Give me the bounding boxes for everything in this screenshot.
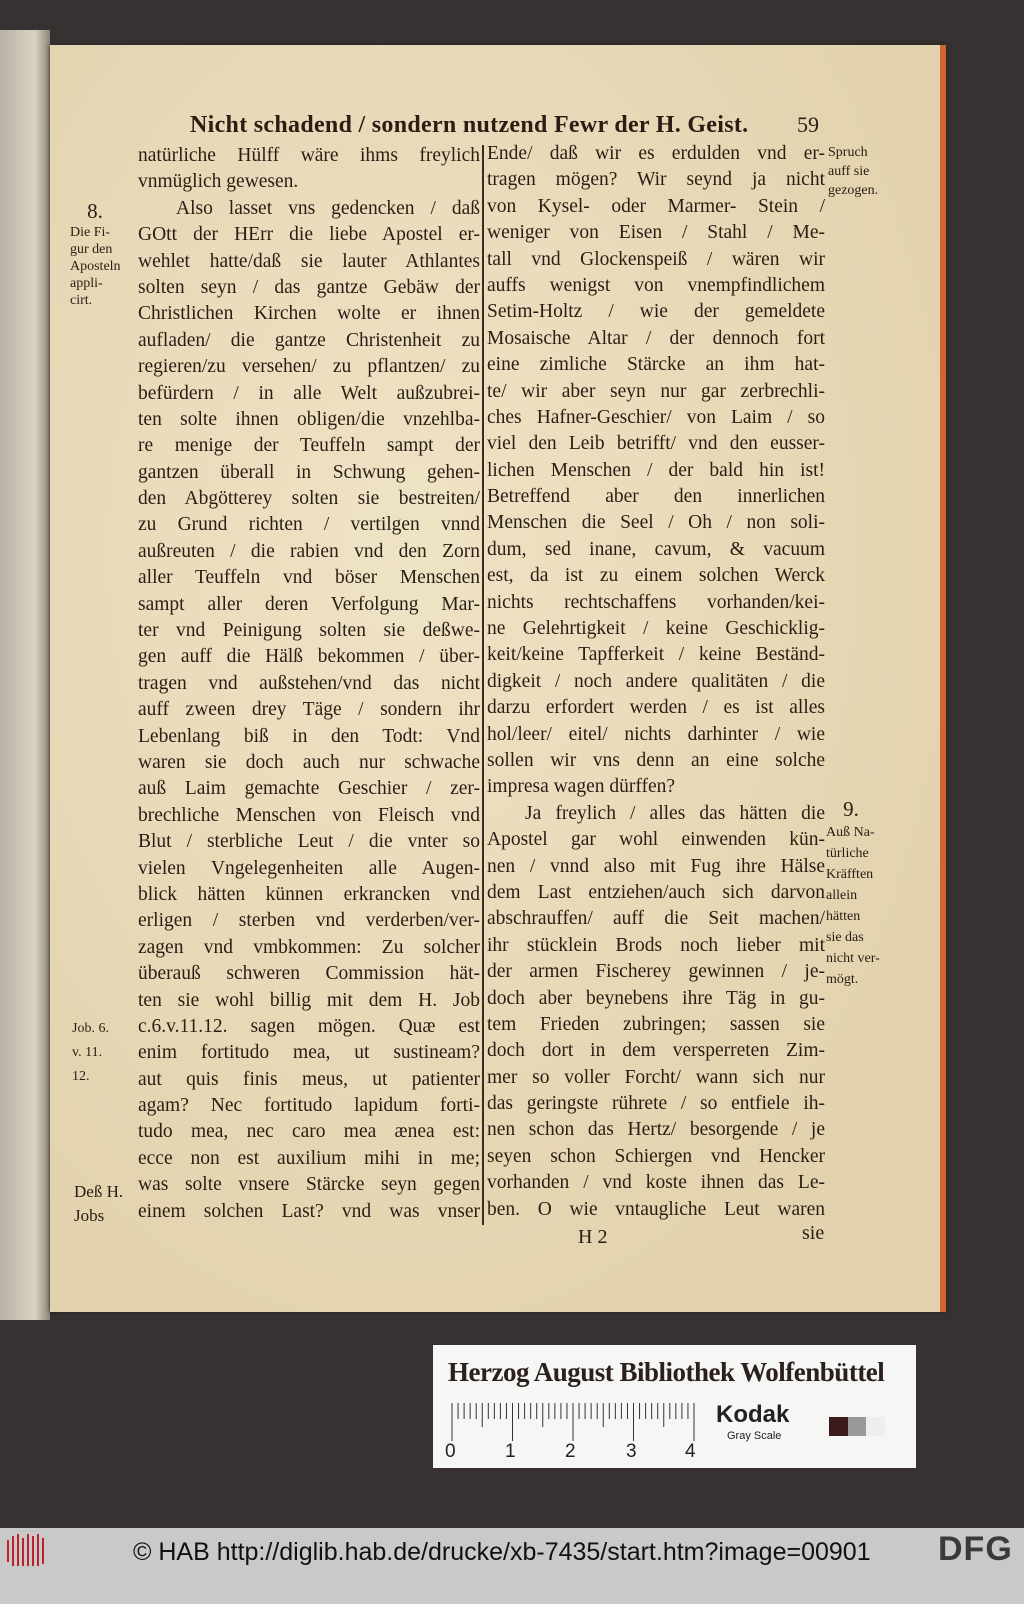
text-line: nen schon das Hertz/ besorgende / je [487, 1119, 825, 1141]
hab-logo-icon [5, 1532, 47, 1568]
scale-3: 3 [626, 1441, 637, 1462]
text-line: seyen schon Schiergen vnd Hencker [487, 1145, 825, 1167]
text-line: dem Last entziehen/auch sich darvon [487, 881, 825, 903]
margin-note-line: Aposteln [70, 259, 121, 274]
margin-note-line: mögt. [826, 972, 859, 987]
text-line: natürliche Hülff wäre ihms freylich [138, 145, 480, 166]
page-number: 59 [797, 112, 819, 137]
text-line: c.6.v.11.12. sagen mögen. Quæ est [138, 1015, 480, 1037]
text-line: tem Frieden zubringen; sassen sie [487, 1013, 825, 1035]
text-line: aufladen/ die gantze Christenheit zu [138, 329, 480, 351]
margin-note-spruch [828, 143, 878, 200]
text-line: das geringste rührete / so entfiele ih- [487, 1093, 825, 1115]
text-line: te/ wir aber seyn nur gar zerbrechli- [487, 380, 825, 402]
scale-1: 1 [505, 1441, 516, 1462]
text-line: vorhanden / vnd koste ihnen das Le- [487, 1172, 825, 1194]
scale-2: 2 [565, 1441, 576, 1462]
text-line: GOtt der HErr die liebe Apostel er- [138, 224, 480, 246]
margin-note-line: 8. [87, 199, 103, 223]
left-column [138, 143, 480, 1225]
text-line: Also lasset vns gedencken / daß [176, 197, 480, 219]
margin-note-line: 9. [843, 797, 859, 821]
footer-bar [0, 1528, 1024, 1604]
text-line: gantzen überall in Schwung gehen- [138, 461, 480, 483]
text-line: doch aber beynebens ihre Täg in gu- [487, 987, 825, 1009]
text-line: Lebenlang biß in den Todt: Vnd [138, 725, 480, 747]
text-line: wehlet hatte/daß sie lauter Athlantes [138, 250, 480, 272]
running-title: Nicht schadend / sondern nutzend Fewr der H. Geist. [190, 112, 749, 138]
text-line: zu Grund richten / vertilgen vnnd [138, 514, 480, 536]
text-line: außreuten / die rabien vnd den Zorn [138, 540, 480, 562]
margin-note-line: Kräfften [826, 867, 874, 882]
text-line: viel den Leib betrifft/ vnd den eusser- [487, 433, 825, 455]
text-line: ten solte ihnen obligen/die vnzehlba- [138, 408, 480, 430]
text-line: tudo mea, nec caro mea ænea est: [138, 1121, 480, 1143]
text-line: doch dort in dem versperreten Zim- [487, 1040, 825, 1062]
text-line: lichen Menschen / der bald hin ist! [487, 459, 825, 481]
text-line: befürdern / in alle Welt außzubrei- [138, 382, 480, 404]
text-line: dum, sed inane, cavum, & vacuum [487, 538, 825, 560]
text-line: nichts rechtschaffens vorhanden/kei- [487, 591, 825, 613]
margin-note-line: türliche [826, 846, 869, 861]
margin-note-line: hätten [826, 909, 861, 924]
text-line: agam? Nec fortitudo lapidum forti- [138, 1095, 480, 1117]
text-line: ter vnd Peinigung solten sie deßwe- [138, 620, 480, 642]
text-line: darzu erfordert werden / es ist alles [487, 697, 825, 719]
scale-0: 0 [445, 1441, 456, 1462]
text-line: aller Teuffeln vnd böser Menschen [138, 567, 480, 589]
text-line: Setim-Holtz / wie der gemeldete [487, 301, 825, 323]
margin-note-line: gezogen. [828, 183, 879, 198]
margin-note-line: v. 11. [72, 1045, 103, 1060]
ruler-scale [450, 1403, 710, 1441]
text-line: Apostel gar wohl einwenden kün- [487, 829, 825, 851]
margin-note-line: nicht ver- [826, 951, 880, 966]
text-line: enim fortitudo mea, ut sustineam? [138, 1042, 480, 1064]
text-line: Mosaische Altar / der dennoch fort [487, 327, 825, 349]
gray-swatch [829, 1417, 885, 1436]
text-line: gen auff die Hälß bekommen / über- [138, 646, 480, 668]
kodak-logo: Kodak [716, 1401, 790, 1428]
text-line: vnmüglich gewesen. [138, 171, 299, 193]
margin-note-left [70, 198, 121, 309]
text-line: ne Gelehrtigkeit / keine Geschicklig- [487, 618, 825, 640]
text-line: hol/leer/ eitel/ nichts darhinter / wie [487, 723, 825, 745]
text-line: ecce non est auxilium mihi in me; [138, 1147, 480, 1169]
adjacent-page-edge [0, 30, 50, 1320]
text-line: tragen mögen? Wir seynd ja nicht [487, 169, 825, 191]
margin-note-line: cirt. [70, 293, 93, 308]
margin-note-line: allein [826, 888, 858, 903]
text-line: von Kysel- oder Marmer- Stein / [487, 195, 825, 217]
text-line: re menige der Teuffeln sampt der [138, 435, 480, 457]
color-card [433, 1345, 916, 1468]
column-divider [482, 145, 484, 1225]
text-line: tragen vnd außstehen/vnd das nicht [138, 672, 480, 694]
text-line: den Abgötterey solten sie bestreiten/ [138, 488, 480, 510]
text-line: nen / vnnd also mit Fug ihre Hälse [487, 855, 825, 877]
text-line: auffs wenigst von vnempfindlichem [487, 274, 825, 296]
text-line: ches Hafner-Geschier/ von Laim / so [487, 406, 825, 428]
scale-4: 4 [685, 1441, 696, 1462]
text-line: solten seyn / das gantze Gebäw der [138, 276, 480, 298]
text-line: erligen / sterben vnd verderben/ver- [138, 910, 480, 932]
text-line: auff zween drey Täge / sondern ihr [138, 699, 480, 721]
margin-note-job-ref [72, 1017, 109, 1089]
margin-note-line: 12. [72, 1069, 90, 1084]
text-line: zagen vnd vmbkommen: Zu solcher [138, 936, 480, 958]
text-line: Ende/ daß wir es erdulden vnd er- [487, 143, 825, 164]
text-line: regieren/zu versehen/ zu pflantzen/ zu [138, 356, 480, 378]
text-line: waren sie doch auch nur schwache [138, 751, 480, 773]
text-line: digkeit / noch andere qualitäten / die [487, 670, 825, 692]
text-line: was solte vnsere Stärcke seyn gegen [138, 1174, 480, 1196]
text-line: tall vnd Glockenspeiß / wären wir [487, 248, 825, 270]
text-line: Blut / sterbliche Leut / die vnter so [138, 831, 480, 853]
margin-note-line: auff sie [828, 164, 870, 179]
margin-note-line: Die Fi- [70, 225, 111, 240]
library-name: Herzog August Bibliothek Wolfenbüttel [448, 1357, 885, 1387]
text-line: auß Laim gemachte Geschier / zer- [138, 778, 480, 800]
margin-note-line: Auß Na- [826, 825, 875, 840]
margin-note-line: Job. 6. [72, 1021, 109, 1036]
margin-note-line: Jobs [74, 1206, 105, 1225]
text-line: der armen Fischerey gewinnen / je- [487, 961, 825, 983]
text-line: mer so voller Forcht/ wann sich nur [487, 1066, 825, 1088]
text-line: abschrauffen/ auff die Seit machen/ [487, 908, 825, 930]
text-line: Ja freylich / alles das hätten die [525, 802, 825, 824]
text-line: sampt aller deren Verfolgung Mar- [138, 593, 480, 615]
text-line: impresa wagen dürffen? [487, 776, 676, 798]
signature-mark: H 2 [578, 1226, 608, 1248]
text-line: keit/keine Tapfferkeit / keine Beständ- [487, 644, 825, 666]
gray-scale-label: Gray Scale [727, 1430, 782, 1442]
text-line: weniger von Eisen / Stahl / Me- [487, 222, 825, 244]
text-line: aut quis finis meus, ut patienter [138, 1068, 480, 1090]
text-line: ben. O wie vntaugliche Leut waren [487, 1198, 825, 1220]
text-line: Christlichen Kirchen wolte er ihnen [138, 303, 480, 325]
text-line: ihr stücklein Brods noch lieber mit [487, 934, 825, 956]
catchword: sie [802, 1222, 825, 1244]
text-line: vielen Vngelegenheiten alle Augen- [138, 857, 480, 879]
dfg-logo: DFG [938, 1530, 1013, 1568]
text-line: blick hätten künnen erkrancken vnd [138, 883, 480, 905]
text-line: eine zimliche Stärcke an ihm hat- [487, 354, 825, 376]
right-column [487, 141, 825, 1223]
text-line: est, da ist zu einem solchen Werck [487, 565, 825, 587]
margin-note-line: Spruch [828, 145, 868, 160]
text-line: einem solchen Last? vnd was vnser [138, 1200, 480, 1222]
margin-note-job [74, 1180, 123, 1228]
text-line: sollen wir vns denn an eine solche [487, 749, 825, 771]
margin-note-line: gur den [70, 242, 113, 257]
margin-note-line: sie das [826, 930, 864, 945]
source-url[interactable]: © HAB http://diglib.hab.de/drucke/xb-7435/start.htm?image=00901 [133, 1538, 871, 1566]
margin-note-line: appli- [70, 276, 103, 291]
text-line: Betreffend aber den innerlichen [487, 486, 825, 508]
text-line: überauß schweren Commission hät- [138, 963, 480, 985]
text-line: brechliche Menschen von Fleisch vnd [138, 804, 480, 826]
text-line: Menschen die Seel / Oh / non soli- [487, 512, 825, 534]
text-line: ten sie wohl billig mit dem H. Job [138, 989, 480, 1011]
margin-note-9 [826, 796, 880, 990]
margin-note-line: Deß H. [74, 1182, 124, 1201]
